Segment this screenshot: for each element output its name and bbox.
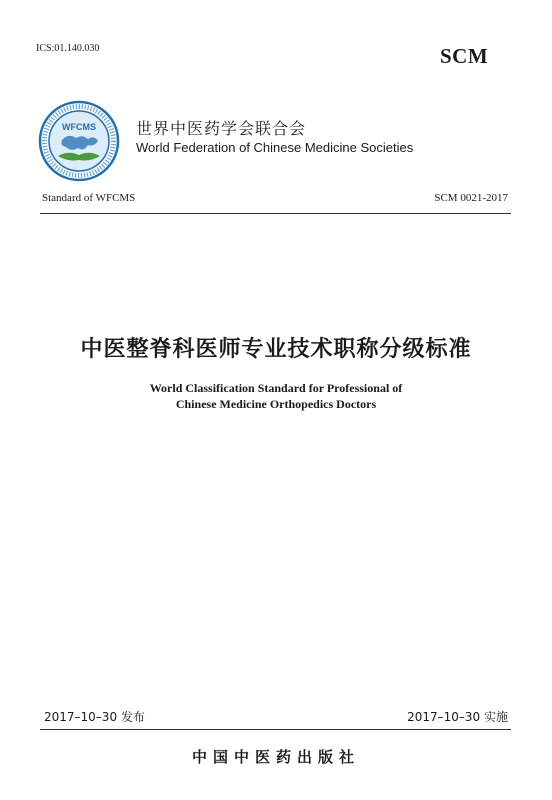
organization-name-en: World Federation of Chinese Medicine Societies [136, 140, 414, 155]
issue-date: 2017–10–30 发布 [44, 710, 145, 724]
title-en [0, 380, 552, 412]
title-en-line2: Chinese Medicine Orthopedics Doctors [175, 397, 377, 411]
ics-code: ICS:01.140.030 [36, 43, 100, 54]
top-divider [40, 213, 511, 214]
implementation-date: 2017–10–30 实施 [407, 710, 508, 724]
title-cn: 中医整脊科医师专业技术职称分级标准 [80, 337, 472, 362]
organization-name-cn: 世界中医药学会联合会 [136, 119, 307, 138]
standard-label: Standard of WFCMS [42, 192, 136, 204]
publisher-name: 中国中医药出版社 [191, 748, 360, 766]
standard-number: SCM 0021-2017 [434, 192, 508, 204]
wfcms-logo [38, 100, 120, 182]
bottom-divider [40, 729, 511, 730]
title-en-line1: World Classification Standard for Professional of [149, 381, 403, 395]
scm-code: SCM [440, 44, 489, 68]
logo-text: WFCMS [62, 122, 96, 132]
